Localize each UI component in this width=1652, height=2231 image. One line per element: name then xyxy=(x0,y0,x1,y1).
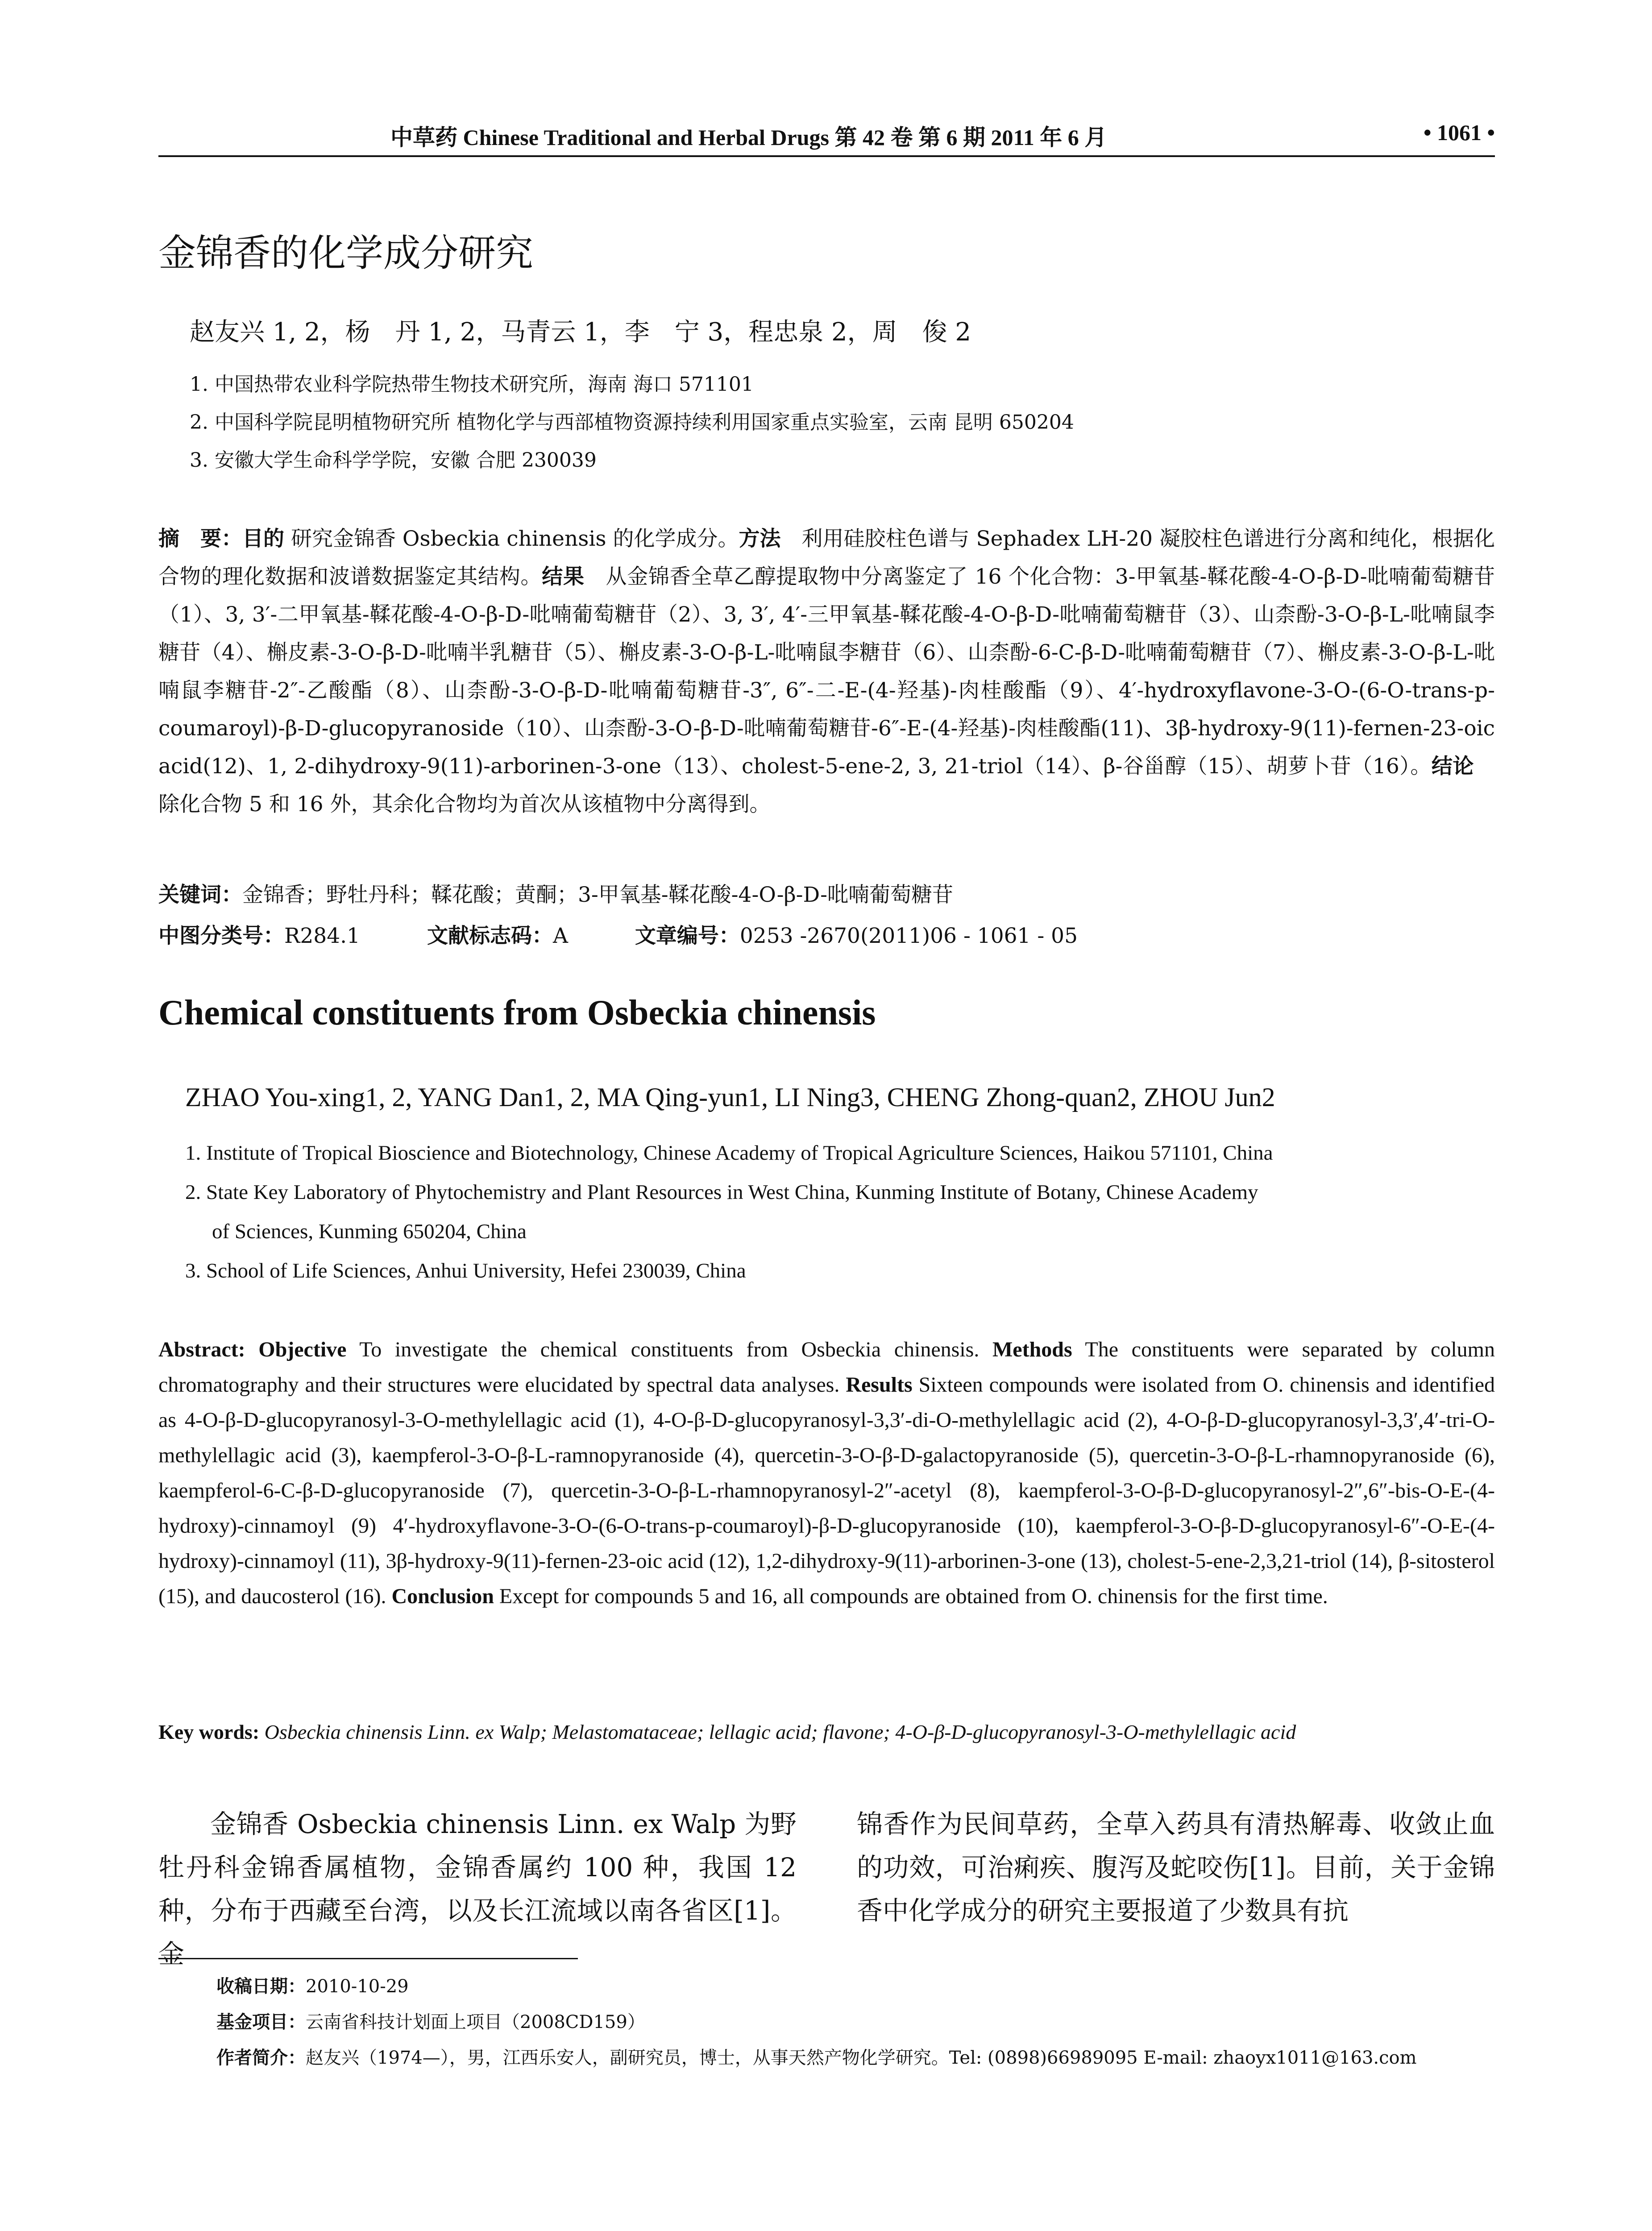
footnote-received xyxy=(216,1972,409,1998)
article-no-value: 0253 -2670(2011)06 - 1061 - 05 xyxy=(739,924,1078,948)
clc-label: 中图分类号： xyxy=(158,924,284,948)
body-text-left: 金锦香 Osbeckia chinensis Linn. ex Walp 为野牡丹科金锦香属植物，金锦香属约 100 种，我国 12 种，分布于西藏至台湾，以及长江流域以南各省区[1]。金 xyxy=(158,1809,797,1969)
conclusion-label: 结论 xyxy=(1431,754,1474,779)
classification-line xyxy=(158,919,1078,949)
author-bio-text: 赵友兴（1974—），男，江西乐安人，副研究员，博士，从事天然产物化学研究。Tel: (0898)66989095 E-mail: zhaoyx1011@163.com xyxy=(306,2048,1417,2068)
methods-text: 利用硅胶柱色谱与 Sephadex LH-20 凝胶柱色谱进行分离和纯化，根据化合物的理化数据和波谱数据鉴定其结构。 xyxy=(158,527,1495,589)
en-methods-text: The constituents were separated by column chromatography and their structures were elucidated by spectral data analyses. xyxy=(158,1338,1495,1397)
chinese-authors: 赵友兴 1, 2，杨 丹 1, 2，马青云 1，李 宁 3，程忠泉 2，周 俊 2 xyxy=(190,318,971,347)
footnote-author xyxy=(216,2044,1417,2069)
author-bio-label: 作者简介： xyxy=(216,2048,306,2068)
article-no-label: 文章编号： xyxy=(635,924,740,948)
chinese-affiliation-2: 2. 中国科学院昆明植物研究所 植物化学与西部植物资源持续利用国家重点实验室，云南 昆明 650204 xyxy=(190,411,1074,434)
en-results-text: Sixteen compounds were isolated from O. chinensis and identified as 4-O-β-D-glucopyranosyl-3-O-methylellagic acid (1), 4-O-β-D-glucopyranosyl-3,3′-di-O-methylellagic acid (2), 4-O-β-D-glucopyranosyl-3,3′,4′-tri-O-methylellagic acid (3), kaempferol-3-O-β-L-ramnopyranoside (4), quercetin-3-O-β-D-galactopyranoside (5), quercetin-3-O-β-L-rhamnopyranoside (6), kaempferol-6-C-β-D-glucopyranoside (7), quercetin-3-O-β-L-rhamnopyranosyl-2″-acetyl (8), kaempferol-3-O-β-D-glucopyranosyl-2″,6″-bis-O-E-(4-hydroxy)-cinnamoyl (9) 4′-hydroxyflavone-3-O-(6-O-trans-p-coumaroyl)-β-D-glucopyranoside (10), kaempferol-3-O-β-D-glucopyranosyl-6″-O-E-(4-hydroxy)-cinnamoyl (11), 3β-hydroxy-9(11)-fernen-23-oic acid (12), 1,2-dihydroxy-9(11)-arborinen-3-one (13), cholest-5-ene-2,3,21-triol (14), β-sitosterol (15), and daucosterol (16). xyxy=(158,1373,1495,1608)
english-affiliation-2-cont: of Sciences, Kunming 650204, China xyxy=(212,1220,527,1243)
paper-page xyxy=(158,0,1495,2231)
results-text: 从金锦香全草乙醇提取物中分离鉴定了 16 个化合物：3-甲氧基-鞣花酸-4-O-β-D-吡喃葡萄糖苷（1）、3, 3′-二甲氧基-鞣花酸-4-O-β-D-吡喃葡萄糖苷（2）、3, 3′, 4′-三甲氧基-鞣花酸-4-O-β-D-吡喃葡萄糖苷（3）、山柰酚-3-O-β-L-吡喃鼠李糖苷（4）、槲皮素-3-O-β-D-吡喃半乳糖苷（5）、槲皮素-3-O-β-L-吡喃鼠李糖苷（6）、山柰酚-6-C-β-D-吡喃葡萄糖苷（7）、槲皮素-3-O-β-L-吡喃鼠李糖苷-2″-乙酸酯（8）、山柰酚-3-O-β-D-吡喃葡萄糖苷-3″, 6″-二-E-(4-羟基)-肉桂酸酯（9）、4′-hydroxyflavone-3-O-(6-O-trans-p-coumaroyl)-β-D-glucopyranoside（10）、山柰酚-3-O-β-D-吡喃葡萄糖苷-6″-E-(4-羟基)-肉桂酸酯(11)、3β-hydroxy-9(11)-fernen-23-oic acid(12)、1, 2-dihydroxy-9(11)-arborinen-3-one（13）、cholest-5-ene-2, 3, 21-triol（14）、β-谷甾醇（15）、胡萝卜苷（16）。 xyxy=(158,564,1495,779)
keywords-text: 金锦香；野牡丹科；鞣花酸；黄酮；3-甲氧基-鞣花酸-4-O-β-D-吡喃葡萄糖苷 xyxy=(242,883,953,907)
chinese-abstract xyxy=(158,520,1495,823)
en-keywords-label: Key words: xyxy=(158,1721,260,1743)
en-conclusion-text: Except for compounds 5 and 16, all compounds are obtained from O. chinensis for the first time. xyxy=(494,1584,1328,1608)
english-keywords xyxy=(158,1720,1296,1744)
en-methods-label: Methods xyxy=(992,1338,1072,1361)
english-affiliation-1: 1. Institute of Tropical Bioscience and Biotechnology, Chinese Academy of Tropical Agriculture Sciences, Haikou 571101, China xyxy=(185,1141,1273,1165)
english-abstract xyxy=(158,1332,1495,1614)
conclusion-text: 除化合物 5 和 16 外，其余化合物均为首次从该植物中分离得到。 xyxy=(158,754,1495,817)
fund-text: 云南省科技计划面上项目（2008CD159） xyxy=(306,2012,645,2032)
en-abstract-label: Abstract: Objective xyxy=(158,1338,347,1361)
chinese-affiliation-3: 3. 安徽大学生命科学学院，安徽 合肥 230039 xyxy=(190,449,597,472)
chinese-affiliation-1: 1. 中国热带农业科学院热带生物技术研究所，海南 海口 571101 xyxy=(190,373,754,396)
received-date: 2010-10-29 xyxy=(306,1976,409,1997)
en-keywords-text: Osbeckia chinensis Linn. ex Walp; Melastomataceae; lellagic acid; flavone; 4-O-β-D-glucopyranosyl-3-O-methylellagic acid xyxy=(259,1721,1296,1743)
en-conclusion-label: Conclusion xyxy=(391,1584,494,1608)
en-results-label: Results xyxy=(846,1373,913,1397)
doc-code-value: A xyxy=(552,924,568,948)
chinese-title: 金锦香的化学成分研究 xyxy=(158,231,534,275)
footnote-divider xyxy=(158,1958,578,1959)
keywords-label: 关键词： xyxy=(158,883,242,907)
english-affiliation-3: 3. School of Life Sciences, Anhui University, Hefei 230039, China xyxy=(185,1259,746,1282)
results-label: 结果 xyxy=(542,564,585,589)
clc-value: R284.1 xyxy=(284,924,360,948)
abstract-label: 摘 要： xyxy=(158,527,243,551)
running-head xyxy=(158,120,1495,157)
objective-label: 目的 xyxy=(242,527,285,551)
fund-label: 基金项目： xyxy=(216,2012,306,2032)
page-number: • 1061 • xyxy=(1423,120,1495,145)
english-title: Chemical constituents from Osbeckia chinensis xyxy=(158,993,876,1033)
received-label: 收稿日期： xyxy=(216,1976,306,1997)
journal-header: 中草药 Chinese Traditional and Herbal Drugs 第 42 卷 第 6 期 2011 年 6 月 xyxy=(390,125,1107,150)
doc-code-label: 文献标志码： xyxy=(427,924,553,948)
objective-text: 研究金锦香 Osbeckia chinensis 的化学成分。 xyxy=(284,527,739,551)
footnote-fund xyxy=(216,2008,645,2033)
en-objective-text: To investigate the chemical constituents from Osbeckia chinensis. xyxy=(346,1338,992,1361)
english-authors: ZHAO You-xing1, 2, YANG Dan1, 2, MA Qing-yun1, LI Ning3, CHENG Zhong-quan2, ZHOU Jun2 xyxy=(185,1082,1275,1112)
chinese-keywords xyxy=(158,878,953,908)
methods-label: 方法 xyxy=(739,527,781,551)
english-affiliation-2: 2. State Key Laboratory of Phytochemistry and Plant Resources in West China, Kunming Institute of Botany, Chinese Academy xyxy=(185,1181,1258,1204)
body-text-right: 锦香作为民间草药，全草入药具有清热解毒、收敛止血的功效，可治痢疾、腹泻及蛇咬伤[1]。目前，关于金锦香中化学成分的研究主要报道了少数具有抗 xyxy=(857,1809,1495,1926)
